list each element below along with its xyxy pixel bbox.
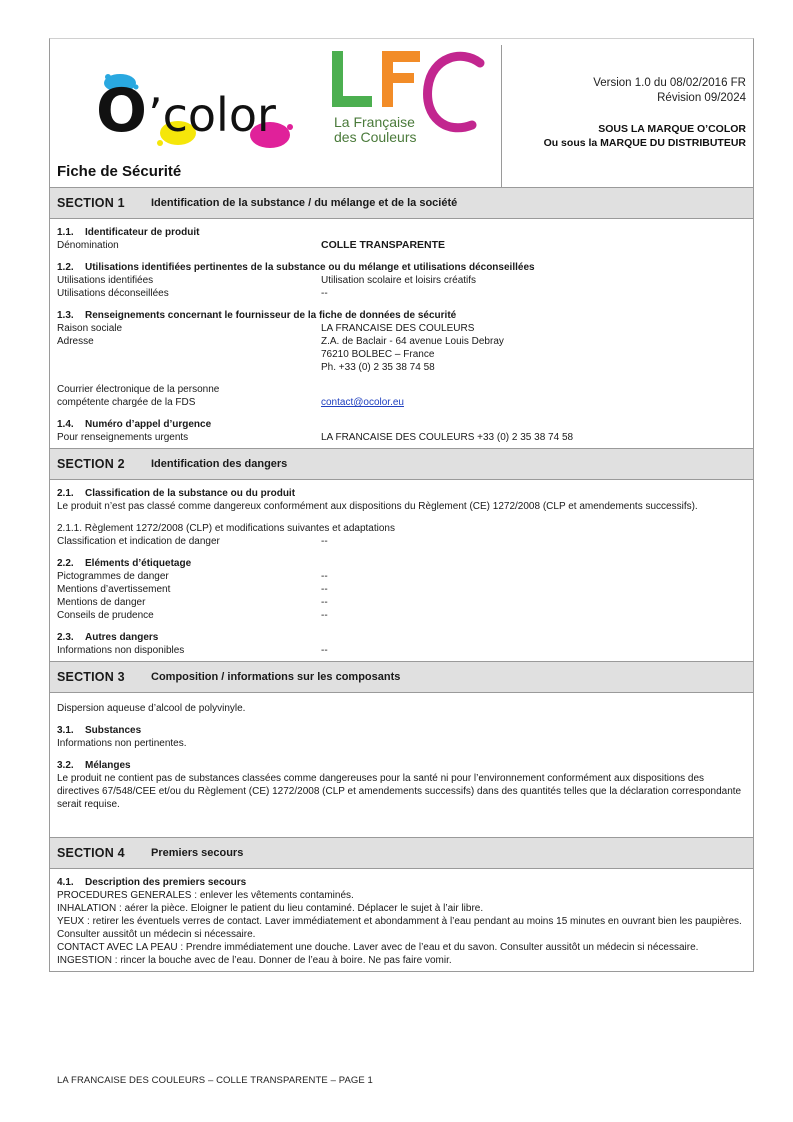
field-company-name: Raison sociale LA FRANCAISE DES COULEURS [57,323,475,334]
lfc-logo [332,51,492,161]
first-aid-eyes: YEUX : retirer les éventuels verres de contact. Laver immédiatement et abondamment à l’eau pendant au moins 15 minutes en ouvrant bien les paupières. Consulter aussitôt un médecin si nécessaire. [57,916,742,940]
subsection-2-2-title: 2.2. Eléments d’étiquetage [57,558,192,569]
lfc-logo-text-1: La Française [334,114,415,130]
field-other-hazards: Informations non disponibles -- [57,645,328,656]
ocolor-logo-text: O’color [90,161,94,162]
document-header [50,39,753,188]
lfc-logo-letters: LFC [332,160,334,161]
first-aid-inhalation: INHALATION : aérer la pièce. Eloigner le patient du lieu contaminé. Déplacer le sujet à l’air libre. [57,903,484,914]
contact-email-link[interactable]: contact@ocolor.eu [321,397,404,408]
field-emergency: Pour renseignements urgents LA FRANCAISE DES COULEURS +33 (0) 2 35 38 74 58 [57,432,574,443]
version-line: Version 1.0 du 08/02/2016 FR [593,77,746,89]
safety-data-sheet [49,38,754,972]
section-title: Composition / informations sur les composants [151,671,401,683]
section-2-header [50,449,753,480]
revision-line: Révision 09/2024 [657,92,746,104]
composition-intro: Dispersion aqueuse d’alcool de polyvinyle. [57,703,246,714]
brand-line-2: Ou sous la MARQUE DU DISTRIBUTEUR [543,137,746,149]
section-number: SECTION 2 [57,457,125,471]
subsection-1-1-title: 1.1. Identificateur de produit [57,227,200,238]
classification-text: Le produit n’est pas classé comme dangereux conformément aux dispositions du Règlement (CE) 1272/2008 (CLP et amendements successifs). [57,501,698,512]
field-signal-words: Mentions d’avertissement -- [57,584,328,595]
section-4-header [50,838,753,869]
subsection-3-2-title: 3.2. Mélanges [57,760,131,771]
section-1-body [50,219,753,449]
field-uses: Utilisations identifiées Utilisation scolaire et loisirs créatifs [57,275,477,286]
field-uses-advised-against: Utilisations déconseillées -- [57,288,328,299]
field-precautionary-statements: Conseils de prudence -- [57,610,328,621]
subsection-1-3-title: 1.3. Renseignements concernant le fournisseur de la fiche de données de sécurité [57,310,457,321]
section-3-header [50,662,753,693]
product-name: COLLE TRANSPARENTE [321,239,446,251]
subsection-2-3-title: 2.3. Autres dangers [57,632,159,643]
clp-regulation-text: 2.1.1. Règlement 1272/2008 (CLP) et modifications suivantes et adaptations [57,523,395,534]
section-number: SECTION 3 [57,670,125,684]
brand-block [544,122,746,150]
field-classification: Classification et indication de danger -- [57,536,328,547]
section-2-body [50,480,753,662]
field-address: Adresse Z.A. de Baclair - 64 avenue Louis Debray 76210 BOLBEC – France Ph. +33 (0) 2 35 38 74 58 [57,336,504,373]
svg-text:O: O [96,76,148,146]
subsection-2-1-title: 2.1. Classification de la substance ou du produit [57,488,296,499]
section-number: SECTION 4 [57,846,125,860]
subsection-1-2-title: 1.2. Utilisations identifiées pertinentes de la substance ou du mélange et utilisations déconseillées [57,262,535,273]
page-footer: LA FRANCAISE DES COULEURS – COLLE TRANSPARENTE – PAGE 1 [57,1075,373,1086]
mixtures-text: Le produit ne contient pas de substances classées comme dangereuses pour la santé ni pour l’environnement conformément aux dispositions des directives 67/548/CEE et/ou du Règlement (CE) 1272/2008 (CLP et amendements successifs) dans des quantités telles que la déclaration correspondante serait requise. [57,773,742,810]
subsection-3-1-title: 3.1. Substances [57,725,142,736]
header-divider [501,45,502,187]
svg-text:’color: ’color [148,88,276,142]
version-block [593,76,746,106]
document-title: Fiche de Sécurité [57,163,182,180]
lfc-logo-text-2: des Couleurs [334,129,417,145]
first-aid-ingestion: INGESTION : rincer la bouche avec de l’eau. Donner de l’eau à boire. Ne pas faire vomir. [57,955,452,966]
section-title: Identification de la substance / du mélange et de la société [151,197,458,209]
subsection-1-4-title: 1.4. Numéro d’appel d’urgence [57,419,212,430]
first-aid-general: PROCEDURES GENERALES : enlever les vêtements contaminés. [57,890,354,901]
first-aid-skin: CONTACT AVEC LA PEAU : Prendre immédiatement une douche. Laver avec de l’eau et du savon. Consulter aussitôt un médecin si nécessaire. [57,942,699,953]
section-1-header [50,188,753,219]
section-4-body [50,869,753,971]
field-contact-email: Courrier électronique de la personne compétente chargée de la FDS contact@ocolor.eu [57,384,404,408]
section-title: Premiers secours [151,847,244,859]
field-hazard-statements: Mentions de danger -- [57,597,328,608]
brand-line-1: SOUS LA MARQUE O’COLOR [598,123,746,135]
section-number: SECTION 1 [57,196,125,210]
substances-text: Informations non pertinentes. [57,738,187,749]
section-title: Identification des dangers [151,458,288,470]
ocolor-logo [90,53,300,163]
subsection-4-1-title: 4.1. Description des premiers secours [57,877,247,888]
field-pictograms: Pictogrammes de danger -- [57,571,328,582]
section-3-body [50,693,753,838]
field-denomination: Dénomination COLLE TRANSPARENTE [57,239,746,252]
